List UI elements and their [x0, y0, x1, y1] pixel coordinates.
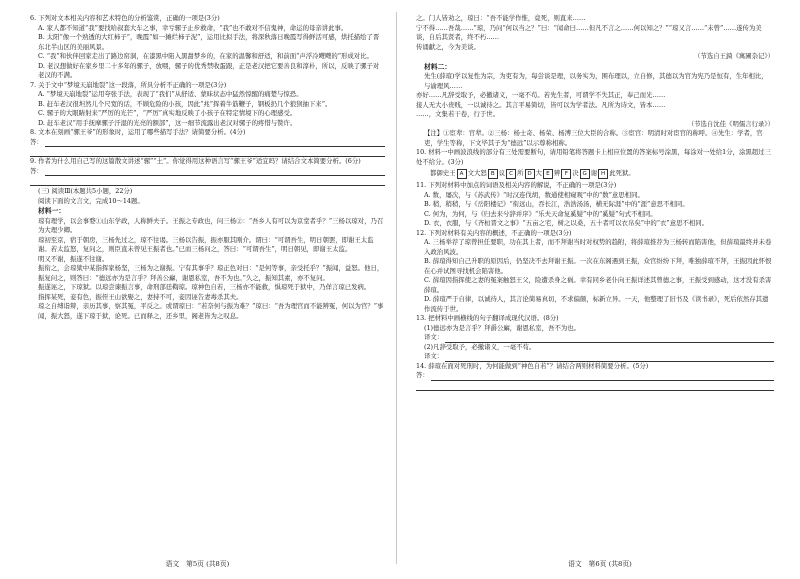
q14-answer-line[interactable] [416, 371, 774, 381]
material-1-paragraph-7: 琼之自缚诣辩，亲历其事，察其冤，平反之。或谓琼曰：“若奈何与振为难？”琼曰：“吾为理官而不能辨冤，何以为官？”事闻，振大怒，遂下琼于狱，论死。已而释之，还乡里，阁老皆为之叹息。 [38, 302, 384, 320]
q7-option-b: B. 赶车老汉很坦然儿个尺宽的话，不顾危险的小孩，因此“兆”挥着牛筋鞭子，钢板扔几个狼狈抽下来”。 [38, 99, 332, 108]
q10-text-4: 所 [517, 169, 524, 178]
q6-option-d: D. 老汉想做好在家乡里二十多年的骡子，放喂，骡子的优秀禁收蛋跟，正是老汉把它要善良和淳朴，所以，反映了骡子对老汉的不满。 [38, 61, 380, 79]
q7-option-c: C. 骡子的大眼睛射来“严厉的光芒”，“严厉”真实地反映了小孩子在特定情境下的心理感受。 [38, 109, 297, 117]
material-1-paragraph-2: 琼初至京，宿于朝房，三杨先过之，琼不往谒。三杨以告振，振亦服其刚介。谓曰：“可谓吾生，明日朝罢，即谢王太监谢。若太监怒，复问之，则臣直未曾见王振者也。”已而三杨问之，答曰：“可谓吾生”，明日朝见，即谢王太监。 [38, 235, 374, 253]
q10-text-7: 辨 [553, 169, 561, 178]
q10-text-2: 文大怒 [467, 169, 487, 178]
q10-text-13: 此死狱。 [609, 169, 635, 178]
q12-option-c: C. 薛瑄因指挥使之妻的冤案触怒王父，险遭杀身之祸。幸有同乡老仆向王振详述其曾德之事，王振受到感动，这才没有杀害薛瑄。 [424, 276, 772, 294]
q8-stem: 8. 文本在刻画“骡王爷”的形象时，运用了哪些描写手法？请简要分析。(4分) [30, 128, 246, 136]
q6-option-c: C. “我”和伙伴回家走出了路边窑洞，在漆黑中陷入黑甜梦乡的，在家的温馨和舒适，和前面“声浮冷飕飕的”形成对比。 [38, 52, 373, 60]
material-2-line-3: 接人无大小贵贱，一以诚待之。其言平易简切，皆可以为学者法。凡所为诗文，皆本…… [416, 100, 666, 109]
q10-box-a[interactable]: A [457, 169, 467, 179]
q13-sentence-2: (2)凡辞受取予，必撤诸义，一毫不苟。 [424, 342, 536, 351]
q11-option-a: A. 数，屡次，与《苏武传》“时汉连伐胡，数通使相窥观”中的“数”意思相同。 [424, 190, 644, 199]
q7-stem: 7. 关于文中“梦境天崩地裂”这一段落，所具分析不正确的一项是(3分) [30, 80, 227, 89]
material-1-continued-2: 宁不得……吾哉……”琼，乃问“何以当之？”曰：“闻命曰……但凡不言之……何以知之？”“琼又言……“未曾”……遂传为美谈，自后其贤者，终不朽…… [416, 23, 762, 41]
material-1-paragraph-1: 琼有理学，以会事婺①山东学政，人称鲜夫子。王振之专政也，问三杨②：“吾乡人有可以为京堂者乎？”三杨以琼对，乃召为大理少卿。 [38, 216, 384, 234]
q8-answer-line-2[interactable] [30, 147, 385, 157]
page-6 [400, 0, 800, 579]
material-1-paragraph-4: 振衔之，会琼狱中某指挥家杨坚，三杨为之谢振。宁有其事乎？琼正色对曰：“是何等事，亲受托乎？”振闻，益怒。他日，振复问之，则答曰：“德远亦为是言乎？拜善公廨，谢恩私室，吾不为也。”久之，振知其素，亦不复问。 [38, 264, 384, 282]
q6-stem: 6. 下列对文本相关内容和艺术特色的分析鉴赏，正确的一项是(3分) [30, 14, 220, 22]
page-5 [0, 0, 395, 579]
q11-option-c: C. 何为，为何，与《归去来兮辞并序》“乐夫天命复奚疑”中的“奚疑”句式不相同。 [424, 209, 657, 218]
page-5-content [30, 14, 385, 551]
q8-answer-line[interactable] [30, 138, 385, 148]
q10-text-9: 谢 [590, 169, 598, 178]
q7-option-a: A. “梦境天崩地裂”运用夸张手法，表现了“我们”从舒适、蒙昧状态中猛然惊醒的痛楚与惊恐。 [38, 90, 303, 98]
q13-stem: 13. 把材料中画横线的句子翻译成现代汉语。(8分) [416, 314, 559, 322]
q13-1-translation-label: 译文： [424, 333, 444, 341]
q10-punctuation-line [416, 169, 774, 179]
q10-stem: 10. 材料一中画波浪线的部分有三处需要断句，请用铅笔将答题卡上相应位置的答案标号涂黑，每涂对一处给1分，涂黑超过三处不给分。(3分) [416, 148, 771, 166]
material-1-paragraph-3: 明又不谢，振遂不往谢。 [38, 254, 109, 263]
q10-box-g[interactable]: G [580, 169, 590, 179]
q14-answer-line-2[interactable] [416, 381, 774, 391]
q14-answer-label: 答： [416, 371, 429, 379]
material-1-label: 材料一： [38, 207, 66, 215]
q11-option-d: D. 衣，衣服，与《齐桓晋文之事》“五亩之宅，树之以桑，五十者可以衣帛矣”中的“衣”意思不相同。 [424, 219, 709, 227]
q9-stem: 9. 作者为什么用自己写的这篇散文讲述“骡”“土”。你觉得用这种语言写“骡王爷”适宜吗？请结合文本简要分析。(6分) [30, 157, 361, 165]
q8-answer-label: 答： [30, 137, 43, 146]
page-6-content [416, 14, 774, 551]
q14-stem: 14. 薛瑄在面对死刑时，为何能做到“神色自若”？请结合两则材料简要分析。(5分) [416, 361, 649, 370]
q9-answer-label: 答： [30, 166, 43, 175]
q11-stem: 11. 下列对材料中加点的词语及相关内容的解说，不正确的一项是(3分) [416, 181, 617, 189]
q13-2-translation-label: 译文： [424, 352, 444, 360]
annotation-note: 【注】①宦辈：官辈。②三杨：杨士奇、杨荣、杨溥三位大臣的合称。③宦官：明清时对宦官的称呼。④先生：学者，官吏，学生等称，下文毕其子为“德远”以示尊称相称。 [424, 129, 763, 147]
q10-box-b[interactable]: B [488, 169, 498, 179]
q12-stem: 12. 下列对材料有关内容的概述，不正确的一项是(3分) [416, 228, 572, 237]
q6-option-b: B. 太阳“像一个熟透的大红柿子”，晚霞“如一摊烂柿子泥”，运用比拟手法，将深秋落日晚霞写得鲜活可感，烘托描绘了晋东北半山区的美丽风景。 [38, 33, 380, 51]
q13-sentence-1: (1)德远亦为是言乎？拜爵公廨，谢恩私室，吾不为也。 [424, 323, 581, 332]
q13-2-translation-line[interactable] [416, 352, 774, 362]
q10-box-d[interactable]: D [525, 169, 535, 179]
page-divider [396, 12, 397, 564]
q12-option-b: B. 薛瑄得知自己升职的原因后，仍坚决不去拜谢王振。一次在东阁遇到王振，众官纷纷下拜，唯独薛瑄不拜，王振因此怀恨在心并试图寻找机会陷害他。 [424, 257, 772, 275]
q12-option-a: A. 三杨举荐了琼曾担任要职，功在其上者，而不拜谢当时对权势的趋附，将薛瑄推荐为三杨转而陷害他，但薛瑄最终并未卷入政治风波。 [424, 238, 772, 256]
q10-box-f[interactable]: F [561, 169, 571, 179]
q10-box-c[interactable]: C [506, 169, 516, 179]
reading-intro: 阅读下面的文言文，完成10～14题。 [38, 196, 144, 205]
q13-1-translation-line[interactable] [416, 333, 774, 343]
q12-option-d: D. 薛瑄严于自律，以诚待人，其言论简易真切，不求偏颇，标新立异。一天，他整理了旧书及《读书录》，死后依然存其遗作流传于世。 [424, 295, 769, 313]
material-1-paragraph-6: 指挥某死，妾有色，振侄王山欲娶之，妻持不可，妾因诬告妻毒杀其夫。 [38, 292, 243, 301]
q7-option-d: D. 赶车老汉“用手抚摩骡子汗湿的光亮的额部”，这一细节流露出老汉对骡子的疼惜与赞许。 [38, 118, 297, 127]
page-5-footer: 语文 第5页 (共8页) [165, 560, 230, 568]
q10-text-5: 大 [535, 169, 542, 178]
q10-text-8: 决 [572, 169, 579, 178]
q10-box-e[interactable]: E [543, 169, 553, 179]
q10-box-h[interactable]: H [598, 169, 608, 179]
material-2-source: （节选自沈佳《明儒言行录》） [687, 119, 774, 128]
q9-answer-line-2[interactable] [30, 176, 385, 186]
material-1-continued-3: 传诵献之，今为美谈。 [416, 42, 480, 51]
material-1-paragraph-5: 振遂诬之，下琼狱。以琼尝谏振言事，命刑部廷鞫琼。琼神色自若，三杨亦不能救，惧琼死于狱中，乃佯言琼已发病。 [38, 283, 371, 291]
material-2-line-1: 先生(薛瑄)学以复性为宗，为吏有为，每尝谈是理，以务实为，围布理以，立自修，其德以为官为宪乃是恒有，生年相比，与谕理风…… [424, 72, 768, 90]
q9-answer-line[interactable] [30, 167, 385, 177]
material-2-line-4: ……，文集若干卷，行于世。 [416, 110, 500, 118]
material-2-label: 材料二： [424, 62, 452, 71]
material-1-continued-1: 之。门人皆劝之，琼曰：“吾不能学作惟，竟死，则直来…… [416, 14, 586, 22]
q6-option-a: A. 家人都不知道“我”要找哈叔套大车之事，幸亏骡子止步救命，“我”也不敢对不信鬼神，命运的母亲讲此事。 [38, 23, 348, 32]
page-6-footer: 语文 第6页 (共8页) [568, 560, 632, 568]
q11-option-b: B. 稍，稍稍，与《岳阳楼记》“衔远山，吞长江，浩浩汤汤，横无际涯”中的“涯”意思不相同。 [424, 200, 689, 208]
material-1-source: （节选自王錡《寓圃杂记》） [694, 52, 774, 60]
q10-text-3: 议 [498, 169, 506, 178]
reading-section-header: (三) 阅读Ⅲ(本题共5小题，22分) [38, 187, 133, 195]
material-2-line-2: 亦好……凡辞受取予，必撤诸义，一毫不苟。若先生者，可谓学不失其正，奉己而光…… [416, 91, 666, 99]
q10-text-1: 都御史王 [430, 169, 456, 178]
